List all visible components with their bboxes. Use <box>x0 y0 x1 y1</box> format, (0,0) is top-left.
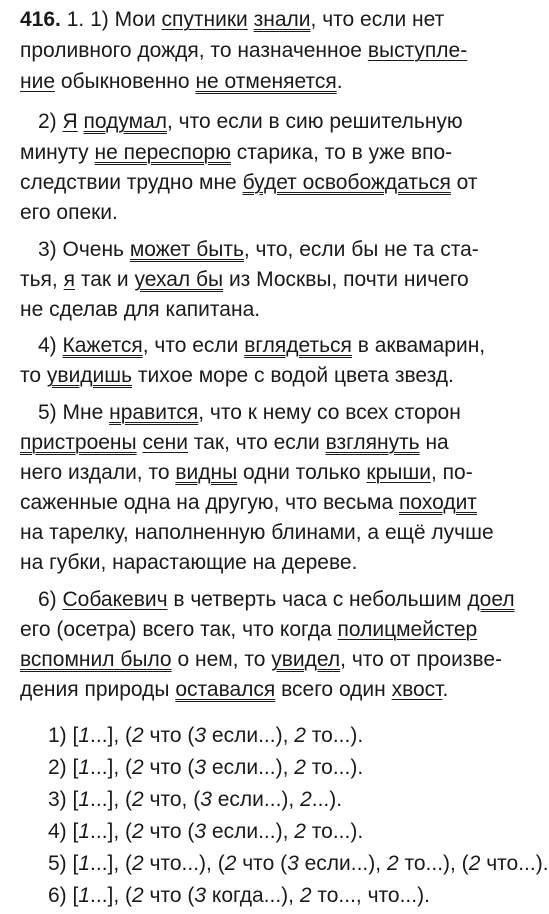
text-segment: 5) Мне <box>38 401 110 424</box>
text-line <box>38 401 461 425</box>
text-line <box>38 334 485 358</box>
text-segment: , что если <box>142 334 245 357</box>
text-line <box>20 141 452 165</box>
text-segment: , что если в сию решительную <box>167 110 463 133</box>
text-segment: обыкновенно <box>55 70 196 93</box>
text-segment: всего один <box>275 678 392 701</box>
text-line <box>20 201 118 225</box>
text-line <box>20 171 478 195</box>
predicate-underlined: походит <box>399 491 477 514</box>
text-segment: , что от произве- <box>340 648 503 671</box>
text-segment: в аквамарин, <box>351 334 486 357</box>
predicate-underlined: увидишь <box>46 364 133 387</box>
text-segment: так, что если <box>188 431 326 454</box>
text-segment: из Москвы, почти ничего <box>223 268 469 291</box>
predicate-underlined: видны <box>175 461 238 484</box>
subject-underlined: спутники <box>161 8 248 31</box>
text-segment: саженные одна на другую, что весьма <box>20 491 400 514</box>
text-segment: так и <box>74 268 135 291</box>
predicate-underlined: взглянуть <box>325 431 420 454</box>
text-segment: одни только <box>237 461 367 484</box>
text-segment: тья, <box>20 268 64 291</box>
text-segment: 6) <box>38 588 63 611</box>
text-line <box>20 521 494 545</box>
predicate-underlined: может быть <box>129 238 244 261</box>
predicate-underlined: оставался <box>175 678 276 701</box>
predicate-underlined: Кажется <box>62 334 143 357</box>
text-segment: следствии трудно мне <box>20 171 243 194</box>
subject-underlined: я <box>63 268 75 291</box>
predicate-underlined: нравится <box>109 401 199 424</box>
text-line <box>20 618 477 642</box>
text-segment: , что если нет <box>310 8 445 31</box>
text-line <box>38 238 479 262</box>
scheme-line: 4) [1...], (2 что (3 если...), 2 то...). <box>48 820 364 843</box>
predicate-underlined: вспомнил было <box>20 648 172 671</box>
predicate-underlined: подумал <box>83 110 168 133</box>
text-segment: от <box>450 171 478 194</box>
text-segment: на губки, нарастающие на дереве. <box>20 551 358 574</box>
predicate-underlined: увидел <box>271 648 341 671</box>
subject-underlined: выступле- <box>367 39 468 62</box>
text-segment: старика, то в уже впо- <box>230 141 453 164</box>
text-segment: . <box>442 678 449 701</box>
text-segment: в четверть часа с небольшим <box>167 588 468 611</box>
subject-underlined: Я <box>62 110 78 133</box>
text-line <box>20 39 467 63</box>
text-segment: . <box>336 70 343 93</box>
text-line <box>20 431 449 455</box>
text-line <box>38 588 515 612</box>
text-line <box>20 268 469 292</box>
text-segment: тихое море с водой цвета звезд. <box>132 364 454 387</box>
predicate-underlined: не отменяется <box>195 70 337 93</box>
subject-underlined: хвост <box>391 678 443 701</box>
text-line <box>20 678 448 702</box>
predicate-underlined: пристроены <box>20 431 137 454</box>
text-line <box>20 8 444 32</box>
text-line <box>20 461 473 485</box>
text-line <box>20 648 502 672</box>
predicate-underlined: будет освобождаться <box>242 171 451 194</box>
subject-underlined: полицмейстер <box>337 618 478 641</box>
text-line <box>20 491 477 515</box>
predicate-underlined: знали <box>253 8 311 31</box>
text-segment: , по- <box>430 461 473 484</box>
scheme-line: 3) [1...], (2 что, (3 если...), 2...). <box>48 788 343 811</box>
text-segment: о нем, то <box>171 648 272 671</box>
text-segment: его опеки. <box>20 201 118 224</box>
text-line <box>38 110 463 134</box>
text-segment: дения природы <box>20 678 176 701</box>
text-segment: не сделав для капитана. <box>20 298 261 321</box>
text-segment: , что к нему со всех сторон <box>198 401 461 424</box>
predicate-underlined: не переспорю <box>94 141 231 164</box>
subject-underlined: ние <box>20 70 56 93</box>
scheme-line: 2) [1...], (2 что (3 если...), 2 то...). <box>48 756 364 779</box>
subject-underlined: крыши <box>366 461 431 484</box>
text-segment: него издали, то <box>20 461 176 484</box>
subject-underlined: Собакевич <box>62 588 168 611</box>
text-segment: на тарелку, наполненную блинами, а ещё лучше <box>20 521 494 544</box>
text-segment: 1. 1) Мои <box>66 8 162 31</box>
text-segment: 3) Очень <box>38 238 130 261</box>
text-segment: 2) <box>38 110 63 133</box>
text-segment: минуту <box>20 141 95 164</box>
scheme-line: 6) [1...], (2 что (3 когда...), 2 то..., что...). <box>48 884 430 907</box>
subject-underlined: сени <box>142 431 188 454</box>
text-segment: проливного дождя, то назначенное <box>20 39 368 62</box>
text-segment: на <box>419 431 449 454</box>
text-line <box>20 551 357 575</box>
text-line <box>20 70 343 94</box>
predicate-underlined: доел <box>467 588 515 611</box>
text-segment: 4) <box>38 334 63 357</box>
scheme-line: 5) [1...], (2 что...), (2 что (3 если...), 2 то...), (2 что...). <box>48 852 549 875</box>
exercise-number: 416. <box>20 8 67 31</box>
predicate-underlined: вглядеться <box>244 334 352 357</box>
text-line <box>20 364 454 388</box>
text-segment: его (осетра) всего так, что когда <box>20 618 338 641</box>
text-line <box>20 298 260 322</box>
text-segment: , что, если бы не та ста- <box>243 238 479 261</box>
scheme-line: 1) [1...], (2 что (3 если...), 2 то...). <box>48 724 364 747</box>
text-segment: то <box>20 364 47 387</box>
predicate-underlined: уехал бы <box>134 268 224 291</box>
